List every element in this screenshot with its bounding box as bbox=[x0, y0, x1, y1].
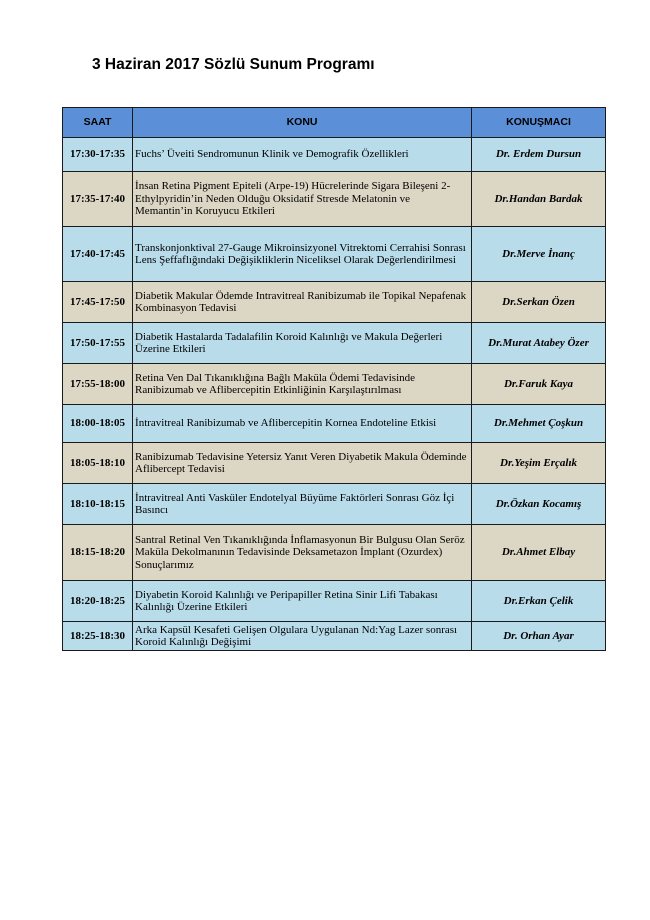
row-speaker: Dr.Ahmet Elbay bbox=[472, 525, 606, 581]
row-topic: Transkonjonktival 27-Gauge Mikroinsizyonel Vitrektomi Cerrahisi Sonrası Lens Şeffaflığındaki Değişikliklerin Niceliksel Olarak Değerlendirilmesi bbox=[133, 227, 472, 282]
row-time: 18:15-18:20 bbox=[63, 525, 133, 581]
table-row bbox=[63, 622, 606, 651]
row-speaker: Dr.Serkan Özen bbox=[472, 282, 606, 323]
page-title: 3 Haziran 2017 Sözlü Sunum Programı bbox=[92, 56, 375, 73]
table-row bbox=[63, 138, 606, 172]
row-speaker: Dr.Faruk Kaya bbox=[472, 364, 606, 405]
row-topic: Diyabetin Koroid Kalınlığı ve Peripapiller Retina Sinir Lifi Tabakası Kalınlığı Üzerine Etkileri bbox=[133, 581, 472, 622]
row-topic: Diabetik Makular Ödemde Intravitreal Ranibizumab ile Topikal Nepafenak Kombinasyon Tedavisi bbox=[133, 282, 472, 323]
table-row bbox=[63, 364, 606, 405]
row-speaker: Dr. Orhan Ayar bbox=[472, 622, 606, 651]
row-topic: Ranibizumab Tedavisine Yetersiz Yanıt Veren Diyabetik Makula Ödeminde Aflibercept Tedavisi bbox=[133, 443, 472, 484]
row-time: 18:00-18:05 bbox=[63, 405, 133, 443]
row-speaker: Dr.Mehmet Çoşkun bbox=[472, 405, 606, 443]
table-header-row bbox=[63, 108, 606, 138]
table-row bbox=[63, 172, 606, 227]
row-time: 18:10-18:15 bbox=[63, 484, 133, 525]
table-row bbox=[63, 484, 606, 525]
row-time: 18:25-18:30 bbox=[63, 622, 133, 651]
row-speaker: Dr.Handan Bardak bbox=[472, 172, 606, 227]
row-speaker: Dr.Erkan Çelik bbox=[472, 581, 606, 622]
row-time: 17:50-17:55 bbox=[63, 323, 133, 364]
header-speaker: KONUŞMACI bbox=[472, 108, 606, 138]
row-speaker: Dr.Yeşim Erçalık bbox=[472, 443, 606, 484]
row-speaker: Dr.Murat Atabey Özer bbox=[472, 323, 606, 364]
row-topic: Fuchs’ Üveiti Sendromunun Klinik ve Demografik Özellikleri bbox=[133, 138, 472, 172]
table-row bbox=[63, 581, 606, 622]
row-speaker: Dr. Erdem Dursun bbox=[472, 138, 606, 172]
table-row bbox=[63, 405, 606, 443]
row-topic: İntravitreal Anti Vasküler Endotelyal Büyüme Faktörleri Sonrası Göz İçi Basıncı bbox=[133, 484, 472, 525]
row-speaker: Dr.Özkan Kocamış bbox=[472, 484, 606, 525]
table-row bbox=[63, 323, 606, 364]
table-row bbox=[63, 227, 606, 282]
table-row bbox=[63, 525, 606, 581]
row-topic: Arka Kapsül Kesafeti Gelişen Olgulara Uygulanan Nd:Yag Lazer sonrası Koroid Kalınlığı Değişimi bbox=[133, 622, 472, 651]
header-time: SAAT bbox=[63, 108, 133, 138]
row-time: 18:05-18:10 bbox=[63, 443, 133, 484]
row-time: 17:55-18:00 bbox=[63, 364, 133, 405]
row-topic: Retina Ven Dal Tıkanıklığına Bağlı Maküla Ödemi Tedavisinde Ranibizumab ve Aflibercepitin Etkinliğinin Karşılaştırılması bbox=[133, 364, 472, 405]
row-topic: İnsan Retina Pigment Epiteli (Arpe-19) Hücrelerinde Sigara Bileşeni 2-Ethylpyridin’in Neden Olduğu Oksidatif Stresde Melatonin ve Memantin’in Koruyucu Etkileri bbox=[133, 172, 472, 227]
row-time: 17:45-17:50 bbox=[63, 282, 133, 323]
header-topic: KONU bbox=[133, 108, 472, 138]
program-table bbox=[62, 107, 606, 651]
row-topic: Santral Retinal Ven Tıkanıklığında İnflamasyonun Bir Bulgusu Olan Seröz Maküla Dekolmanının Tedavisinde Deksametazon İmplant (Ozurdex) Sonuçlarımız bbox=[133, 525, 472, 581]
row-time: 18:20-18:25 bbox=[63, 581, 133, 622]
table-row bbox=[63, 282, 606, 323]
row-topic: İntravitreal Ranibizumab ve Aflibercepitin Kornea Endoteline Etkisi bbox=[133, 405, 472, 443]
row-topic: Diabetik Hastalarda Tadalafilin Koroid Kalınlığı ve Makula Değerleri Üzerine Etkileri bbox=[133, 323, 472, 364]
row-time: 17:40-17:45 bbox=[63, 227, 133, 282]
row-speaker: Dr.Merve İnanç bbox=[472, 227, 606, 282]
row-time: 17:30-17:35 bbox=[63, 138, 133, 172]
row-time: 17:35-17:40 bbox=[63, 172, 133, 227]
table-row bbox=[63, 443, 606, 484]
